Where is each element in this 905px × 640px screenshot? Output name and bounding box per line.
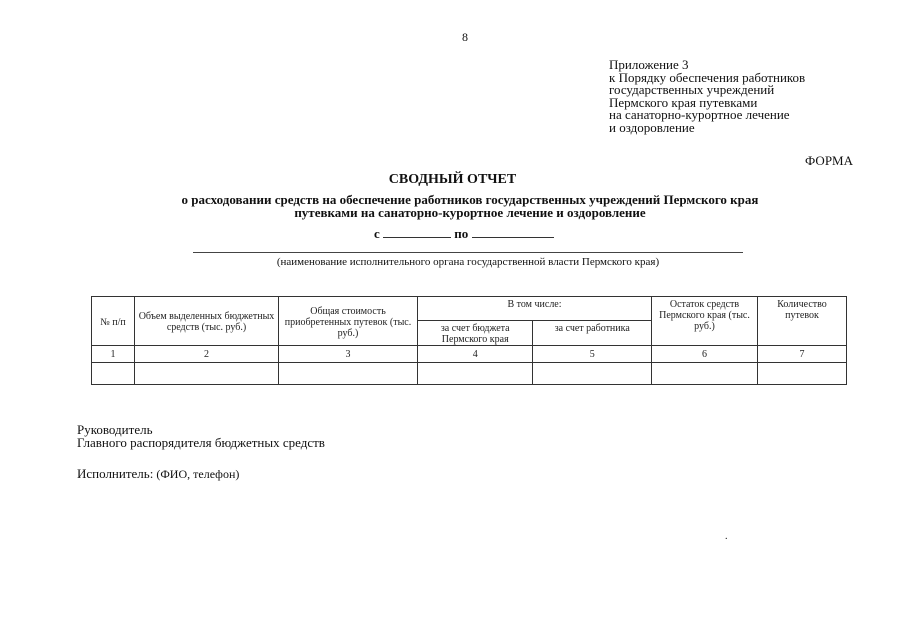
header-cell: Общая стоимость приобретенных путевок (тыс. руб.) [279, 297, 418, 346]
executor-block [77, 466, 239, 482]
table-row [92, 363, 847, 385]
table-cell[interactable] [533, 363, 652, 385]
header-cell: Объем выделенных бюджетных средств (тыс. руб.) [135, 297, 279, 346]
header-cell: В том числе: [418, 297, 652, 321]
org-name-blank[interactable] [193, 252, 743, 253]
stray-mark: . [725, 531, 728, 542]
period-line [374, 226, 554, 242]
appendix-line: и оздоровление [609, 119, 695, 135]
column-number: 2 [135, 346, 279, 363]
table-cell[interactable] [92, 363, 135, 385]
executor-hint: (ФИО, телефон) [156, 467, 240, 481]
column-number: 1 [92, 346, 135, 363]
subtitle-line: о расходовании средств на обеспечение работников государственных учреждений Пермского края [181, 192, 759, 207]
column-number: 4 [418, 346, 533, 363]
report-subtitle [120, 193, 820, 219]
signer-line: Руководитель [77, 422, 153, 437]
period-to-label: по [454, 226, 469, 241]
appendix-line: к Порядку обеспечения работников [609, 69, 806, 85]
header-cell: № п/п [92, 297, 135, 346]
header-cell: за счет бюджета Пермского края [418, 321, 533, 346]
executor-label: Исполнитель: [77, 466, 154, 481]
header-cell: Количество путевок [758, 297, 847, 346]
report-title: СВОДНЫЙ ОТЧЕТ [388, 172, 517, 187]
page-number: 8 [462, 30, 468, 44]
signer-block [77, 423, 325, 449]
appendix-line: Приложение 3 [609, 57, 689, 72]
appendix-block [609, 59, 805, 134]
table-cell[interactable] [652, 363, 758, 385]
column-number: 5 [533, 346, 652, 363]
table-cell[interactable] [418, 363, 533, 385]
appendix-line: Пермского края путевками [609, 94, 758, 110]
period-from-blank[interactable] [383, 226, 451, 238]
appendix-line: государственных учреждений [609, 82, 775, 97]
appendix-line: на санаторно-курортное лечение [609, 107, 790, 122]
column-number-row [92, 346, 847, 363]
form-label: ФОРМА [805, 153, 853, 168]
subtitle-line: путевками на санаторно-курортное лечение и оздоровление [294, 205, 646, 220]
signer-line: Главного распорядителя бюджетных средств [77, 435, 325, 450]
table-header-row [92, 297, 847, 321]
org-caption: (наименование исполнительного органа государственной власти Пермского края) [276, 256, 660, 268]
period-to-blank[interactable] [472, 226, 554, 238]
table-cell[interactable] [135, 363, 279, 385]
column-number: 6 [652, 346, 758, 363]
column-number: 3 [279, 346, 418, 363]
period-from-label: с [374, 226, 380, 241]
header-cell: Остаток средств Пермского края (тыс. руб.) [652, 297, 758, 346]
table-cell[interactable] [279, 363, 418, 385]
column-number: 7 [758, 346, 847, 363]
table-cell[interactable] [758, 363, 847, 385]
header-cell: за счет работника [533, 321, 652, 346]
report-table [91, 296, 847, 385]
